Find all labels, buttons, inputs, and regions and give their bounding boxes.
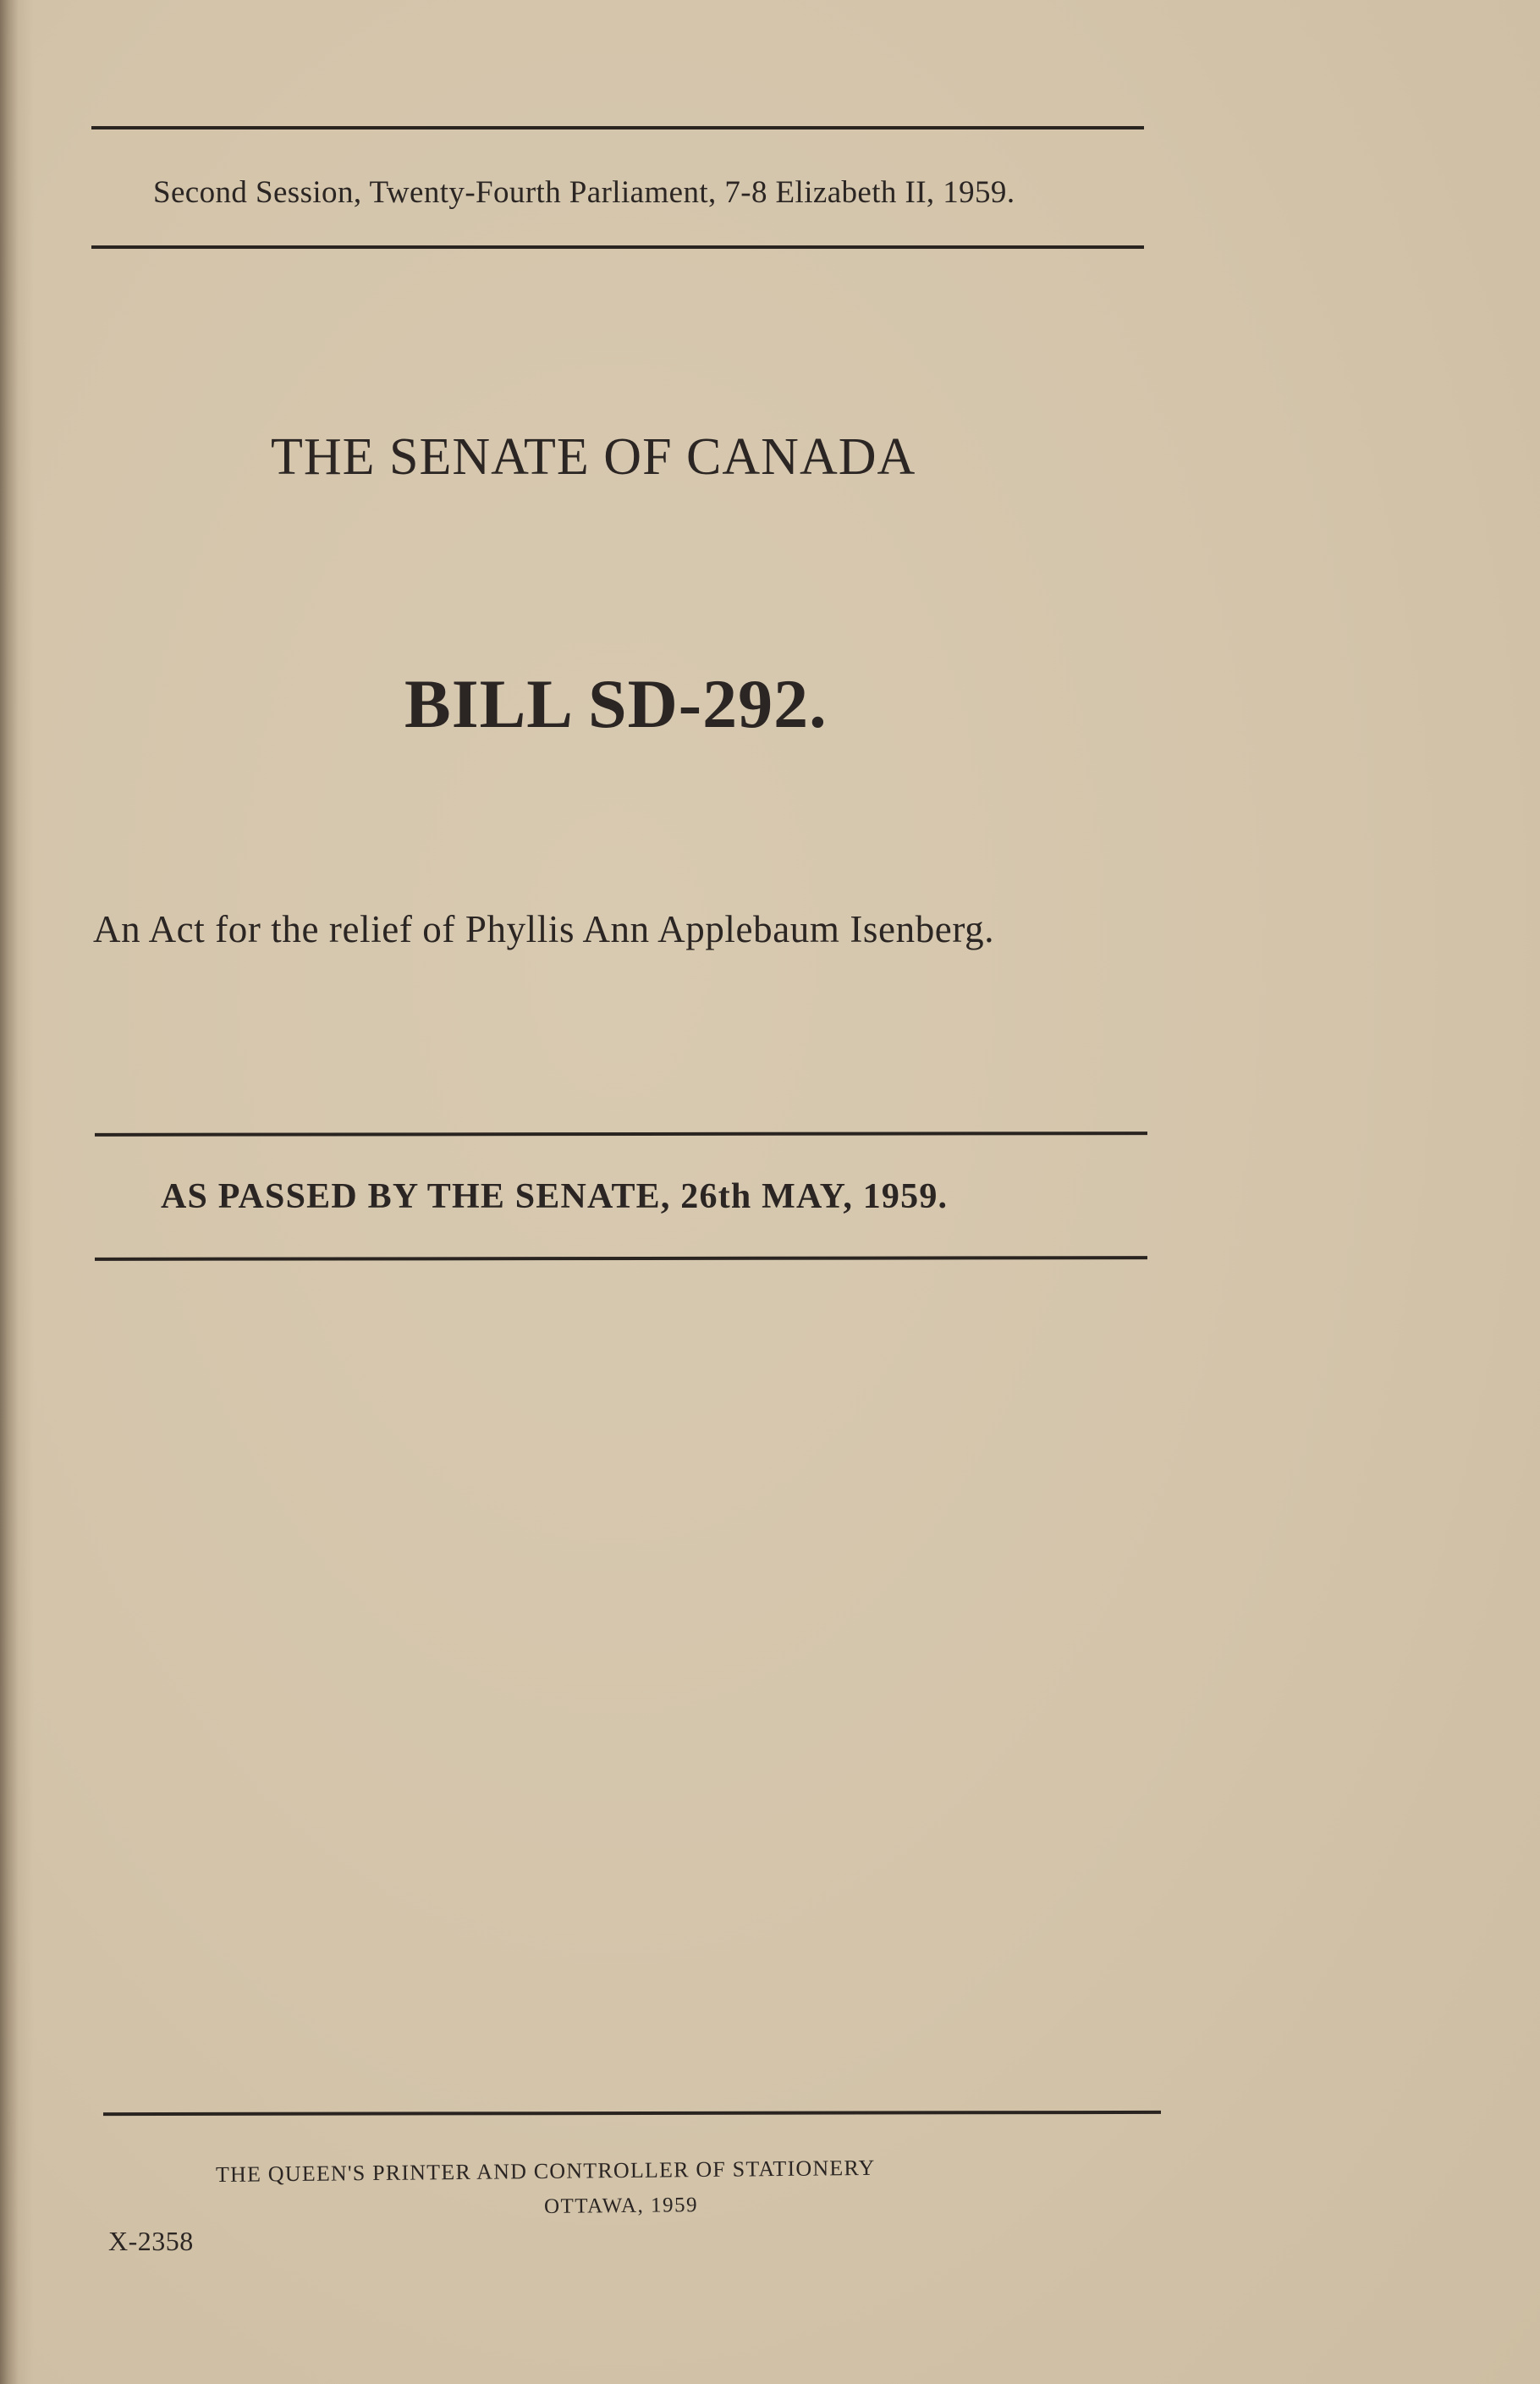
act-title: An Act for the relief of Phyllis Ann Applebaum Isenberg. [93,908,995,950]
printer-credit: THE QUEEN'S PRINTER AND CONTROLLER OF STATIONERY [215,2155,876,2187]
passage-note: AS PASSED BY THE SENATE, 26th MAY, 1959. [161,1177,949,1216]
top-rule-lower [91,245,1144,249]
passage-rule-lower [95,1256,1147,1261]
top-rule-upper [91,126,1144,129]
chamber-heading: THE SENATE OF CANADA [271,428,916,486]
document-code: X-2358 [108,2226,194,2256]
printer-location: OTTAWA, 1959 [543,2194,699,2218]
session-line: Second Session, Twenty-Fourth Parliament, 7-8 Elizabeth II, 1959. [153,175,1015,210]
passage-rule-upper [95,1131,1147,1137]
footer-rule [103,2111,1161,2116]
bill-number: BILL SD-292. [404,665,828,742]
